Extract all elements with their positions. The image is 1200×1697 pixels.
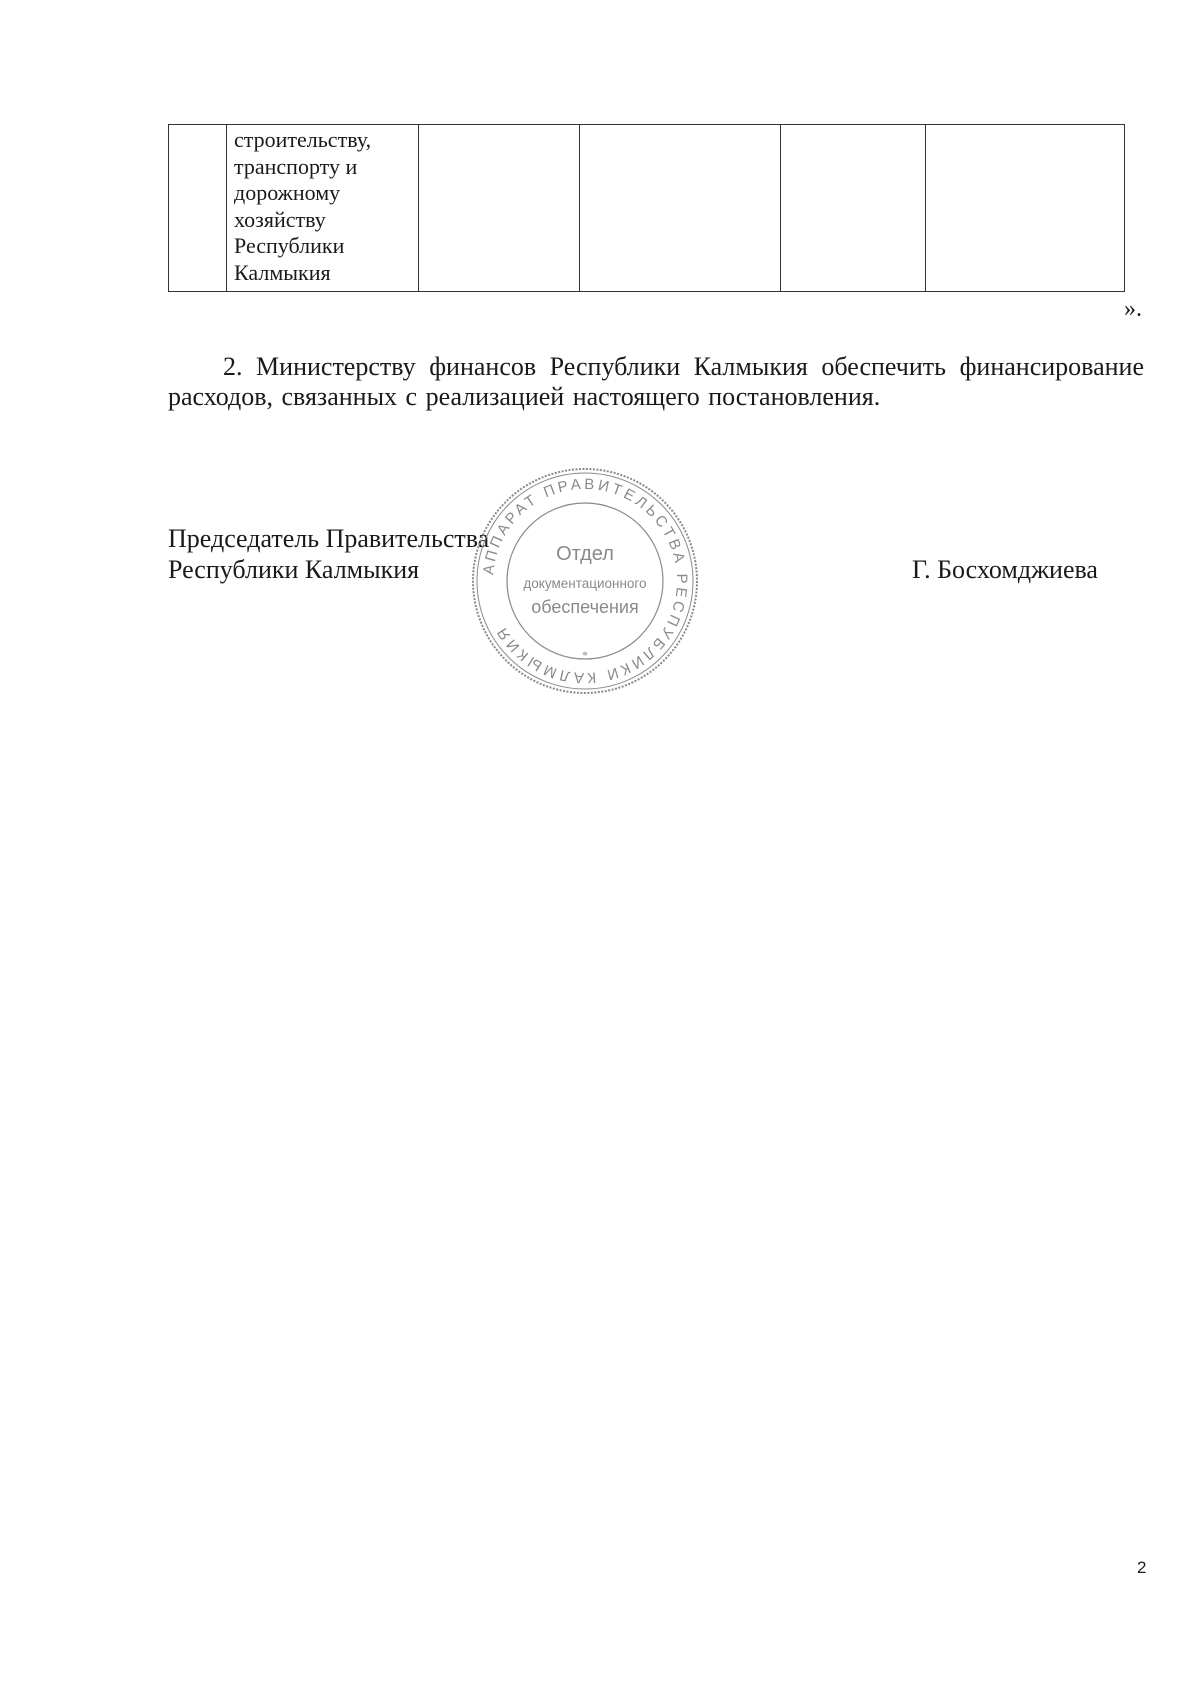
page-number: 2: [1137, 1558, 1147, 1577]
stamp-line3: обеспечения: [531, 597, 639, 617]
signer-title-line2: Республики Калмыкия: [168, 555, 420, 584]
stamp-line2: документационного: [523, 576, 647, 591]
table-cell-text: строительству, транспорту и дорожному хозяйству Республики Калмыкия: [234, 127, 372, 285]
table-fragment: [168, 124, 1125, 292]
table-row: [169, 125, 1125, 292]
stamp-line1: Отдел: [556, 543, 614, 565]
table-cell: [580, 125, 781, 292]
paragraph-2: 2. Министерству финансов Республики Калмыкия обеспечить финансирование расходов, связанных с реализацией настоящего постановления.: [168, 352, 1144, 411]
closing-quote: ».: [1124, 296, 1142, 322]
table-cell: [419, 125, 580, 292]
signer-name: Г. Босхомджиева: [912, 555, 1098, 584]
stamp-ring-text: АППАРАТ ПРАВИТЕЛЬСТВА РЕСПУБЛИКИ КАЛМЫКИЯ: [480, 475, 691, 687]
official-stamp: [470, 466, 700, 696]
table-cell: [781, 125, 926, 292]
table-cell: [926, 125, 1125, 292]
stamp-star-icon: *: [582, 648, 588, 662]
table-cell-executor: [227, 125, 419, 292]
signer-title: [168, 523, 489, 585]
signer-title-line1: Председатель Правительства: [168, 524, 490, 553]
table-cell-number: [169, 125, 227, 292]
